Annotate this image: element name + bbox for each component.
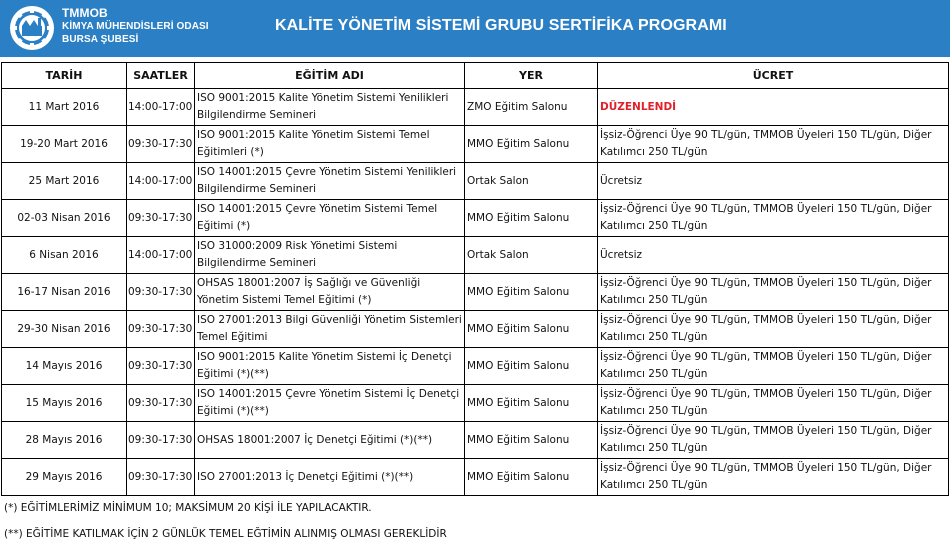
cell-training-name	[195, 422, 465, 459]
cell-time-text: 09:30-17:30	[128, 470, 193, 483]
table-row	[2, 311, 949, 348]
cell-fee	[598, 89, 949, 126]
cell-date	[2, 459, 127, 496]
cell-fee	[598, 274, 949, 311]
cell-date	[2, 126, 127, 163]
cell-time-text: 09:30-17:30	[128, 322, 193, 335]
cell-place	[465, 163, 598, 200]
cell-training-name	[195, 385, 465, 422]
table-row	[2, 163, 949, 200]
cell-fee	[598, 459, 949, 496]
column-header-training: EĞİTİM ADI	[195, 63, 465, 89]
cell-place	[465, 126, 598, 163]
cell-date	[2, 89, 127, 126]
cell-fee-text: İşsiz-Öğrenci Üye 90 TL/gün, TMMOB Üyeleri 150 TL/gün, Diğer Katılımcı 250 TL/gün	[600, 277, 932, 306]
cell-time	[127, 126, 195, 163]
cell-date-text: 15 Mayıs 2016	[25, 396, 103, 409]
cell-fee-text: İşsiz-Öğrenci Üye 90 TL/gün, TMMOB Üyeleri 150 TL/gün, Diğer Katılımcı 250 TL/gün	[600, 314, 932, 343]
cell-training-name	[195, 200, 465, 237]
cell-time-text: 14:00-17:00	[128, 100, 193, 113]
cell-date	[2, 200, 127, 237]
cell-time	[127, 348, 195, 385]
table-row	[2, 200, 949, 237]
cell-date-text: 02-03 Nisan 2016	[17, 211, 111, 224]
cell-date-text: 28 Mayıs 2016	[25, 433, 103, 446]
column-header-time: SAATLER	[127, 63, 195, 89]
cell-place-text: MMO Eğitim Salonu	[467, 137, 570, 150]
cell-date	[2, 163, 127, 200]
cell-fee-text: İşsiz-Öğrenci Üye 90 TL/gün, TMMOB Üyeleri 150 TL/gün, Diğer Katılımcı 250 TL/gün	[600, 351, 932, 380]
cell-time-text: 14:00-17:00	[128, 174, 193, 187]
cell-training-name-text: ISO 14001:2015 Çevre Yönetim Sistemi İç Denetçi Eğitimi (*)(**)	[197, 388, 460, 417]
footnote-2: (**) EĞİTİME KATILMAK İÇİN 2 GÜNLÜK TEMEL EĞTİMİN ALINMIŞ OLMASI GEREKLİDİR	[4, 528, 447, 540]
cell-training-name-text: ISO 9001:2015 Kalite Yönetim Sistemi Temel Eğitimleri (*)	[197, 129, 430, 158]
cell-place-text: MMO Eğitim Salonu	[467, 211, 570, 224]
cell-place	[465, 385, 598, 422]
cell-place-text: MMO Eğitim Salonu	[467, 433, 570, 446]
table-row	[2, 237, 949, 274]
page-title: KALİTE YÖNETİM SİSTEMİ GRUBU SERTİFİKA PROGRAMI	[275, 17, 727, 34]
cell-time-text: 09:30-17:30	[128, 396, 193, 409]
cell-place-text: ZMO Eğitim Salonu	[467, 100, 568, 113]
cell-fee	[598, 200, 949, 237]
cell-time	[127, 311, 195, 348]
cell-fee	[598, 311, 949, 348]
cell-time	[127, 459, 195, 496]
cell-date-text: 19-20 Mart 2016	[20, 137, 108, 150]
cell-fee-text: İşsiz-Öğrenci Üye 90 TL/gün, TMMOB Üyeleri 150 TL/gün, Diğer Katılımcı 250 TL/gün	[600, 203, 932, 232]
cell-date-text: 25 Mart 2016	[28, 174, 100, 187]
cell-date	[2, 274, 127, 311]
cell-training-name-text: ISO 27001:2013 İç Denetçi Eğitimi (*)(**)	[197, 470, 414, 483]
cell-training-name	[195, 459, 465, 496]
cell-date-text: 11 Mart 2016	[28, 100, 100, 113]
cell-training-name	[195, 274, 465, 311]
cell-time	[127, 237, 195, 274]
table-row	[2, 274, 949, 311]
cell-fee	[598, 348, 949, 385]
cell-fee	[598, 163, 949, 200]
cell-training-name-text: OHSAS 18001:2007 İş Sağlığı ve Güvenliği Yönetim Sistemi Temel Eğitimi (*)	[197, 277, 421, 306]
cell-time-text: 14:00-17:00	[128, 248, 193, 261]
cell-training-name	[195, 348, 465, 385]
org-line2: KİMYA MÜHENDİSLERİ ODASI	[62, 21, 209, 32]
cell-place-text: MMO Eğitim Salonu	[467, 470, 570, 483]
cell-date	[2, 422, 127, 459]
cell-fee-text: DÜZENLENDİ	[600, 100, 677, 113]
cell-fee-text: İşsiz-Öğrenci Üye 90 TL/gün, TMMOB Üyeleri 150 TL/gün, Diğer Katılımcı 250 TL/gün	[600, 129, 932, 158]
table-header-row	[2, 63, 949, 89]
cell-place	[465, 422, 598, 459]
cell-time-text: 09:30-17:30	[128, 359, 193, 372]
org-name	[62, 7, 209, 46]
cell-place-text: Ortak Salon	[467, 174, 529, 187]
cell-time	[127, 200, 195, 237]
schedule-table	[1, 62, 949, 496]
cell-training-name	[195, 311, 465, 348]
cell-place	[465, 348, 598, 385]
cell-place-text: MMO Eğitim Salonu	[467, 322, 570, 335]
cell-fee	[598, 237, 949, 274]
cell-time-text: 09:30-17:30	[128, 285, 193, 298]
cell-date	[2, 237, 127, 274]
column-header-fee: ÜCRET	[598, 63, 949, 89]
org-line3: BURSA ŞUBESİ	[62, 34, 139, 45]
cell-date	[2, 385, 127, 422]
cell-training-name-text: ISO 9001:2015 Kalite Yönetim Sistemi İç Denetçi Eğitimi (*)(**)	[197, 351, 452, 380]
cell-place	[465, 459, 598, 496]
table-row	[2, 89, 949, 126]
table-row	[2, 126, 949, 163]
cell-date-text: 29 Mayıs 2016	[25, 470, 103, 483]
cell-training-name-text: ISO 9001:2015 Kalite Yönetim Sistemi Yenilikleri Bilgilendirme Semineri	[197, 92, 449, 121]
cell-training-name	[195, 237, 465, 274]
cell-fee-text: İşsiz-Öğrenci Üye 90 TL/gün, TMMOB Üyeleri 150 TL/gün, Diğer Katılımcı 250 TL/gün	[600, 388, 932, 417]
cell-fee	[598, 385, 949, 422]
cell-place-text: MMO Eğitim Salonu	[467, 285, 570, 298]
cell-place	[465, 89, 598, 126]
cell-fee	[598, 422, 949, 459]
cell-date	[2, 311, 127, 348]
cell-place-text: MMO Eğitim Salonu	[467, 396, 570, 409]
table-row	[2, 459, 949, 496]
cell-training-name-text: ISO 31000:2009 Risk Yönetimi Sistemi Bilgilendirme Semineri	[197, 240, 398, 269]
cell-date-text: 29-30 Nisan 2016	[17, 322, 111, 335]
cell-date	[2, 348, 127, 385]
cell-place	[465, 237, 598, 274]
header-band	[0, 0, 950, 57]
cell-training-name	[195, 163, 465, 200]
cell-time-text: 09:30-17:30	[128, 433, 193, 446]
cell-fee-text: İşsiz-Öğrenci Üye 90 TL/gün, TMMOB Üyeleri 150 TL/gün, Diğer Katılımcı 250 TL/gün	[600, 462, 932, 491]
org-line1: TMMOB	[62, 6, 108, 20]
cell-training-name-text: ISO 14001:2015 Çevre Yönetim Sistemi Temel Eğitimi (*)	[197, 203, 438, 232]
cell-training-name-text: ISO 27001:2013 Bilgi Güvenliği Yönetim Sistemleri Temel Eğitimi	[197, 314, 462, 343]
table-row	[2, 348, 949, 385]
cell-time	[127, 89, 195, 126]
cell-training-name-text: ISO 14001:2015 Çevre Yönetim Sistemi Yenilikleri Bilgilendirme Semineri	[197, 166, 457, 195]
cell-fee-text: İşsiz-Öğrenci Üye 90 TL/gün, TMMOB Üyeleri 150 TL/gün, Diğer Katılımcı 250 TL/gün	[600, 425, 932, 454]
cell-fee-text: Ücretsiz	[600, 174, 643, 187]
cell-time	[127, 422, 195, 459]
cell-time	[127, 274, 195, 311]
cell-time-text: 09:30-17:30	[128, 137, 193, 150]
cell-time	[127, 163, 195, 200]
cell-place	[465, 200, 598, 237]
cell-place	[465, 311, 598, 348]
cell-place-text: Ortak Salon	[467, 248, 529, 261]
table-row	[2, 422, 949, 459]
cell-time	[127, 385, 195, 422]
cell-date-text: 14 Mayıs 2016	[25, 359, 103, 372]
table-row	[2, 385, 949, 422]
cell-fee-text: Ücretsiz	[600, 248, 643, 261]
cell-training-name	[195, 89, 465, 126]
cell-training-name	[195, 126, 465, 163]
cell-fee	[598, 126, 949, 163]
column-header-place: YER	[465, 63, 598, 89]
cell-date-text: 6 Nisan 2016	[29, 248, 99, 261]
footnote-1: (*) EĞİTİMLERİMİZ MİNİMUM 10; MAKSİMUM 20 KİŞİ İLE YAPILACAKTIR.	[4, 502, 372, 514]
cell-training-name-text: OHSAS 18001:2007 İç Denetçi Eğitimi (*)(**)	[197, 433, 433, 446]
cell-date-text: 16-17 Nisan 2016	[17, 285, 111, 298]
gear-chemistry-logo-icon	[8, 4, 56, 52]
cell-place-text: MMO Eğitim Salonu	[467, 359, 570, 372]
cell-place	[465, 274, 598, 311]
column-header-date: TARİH	[2, 63, 127, 89]
cell-time-text: 09:30-17:30	[128, 211, 193, 224]
